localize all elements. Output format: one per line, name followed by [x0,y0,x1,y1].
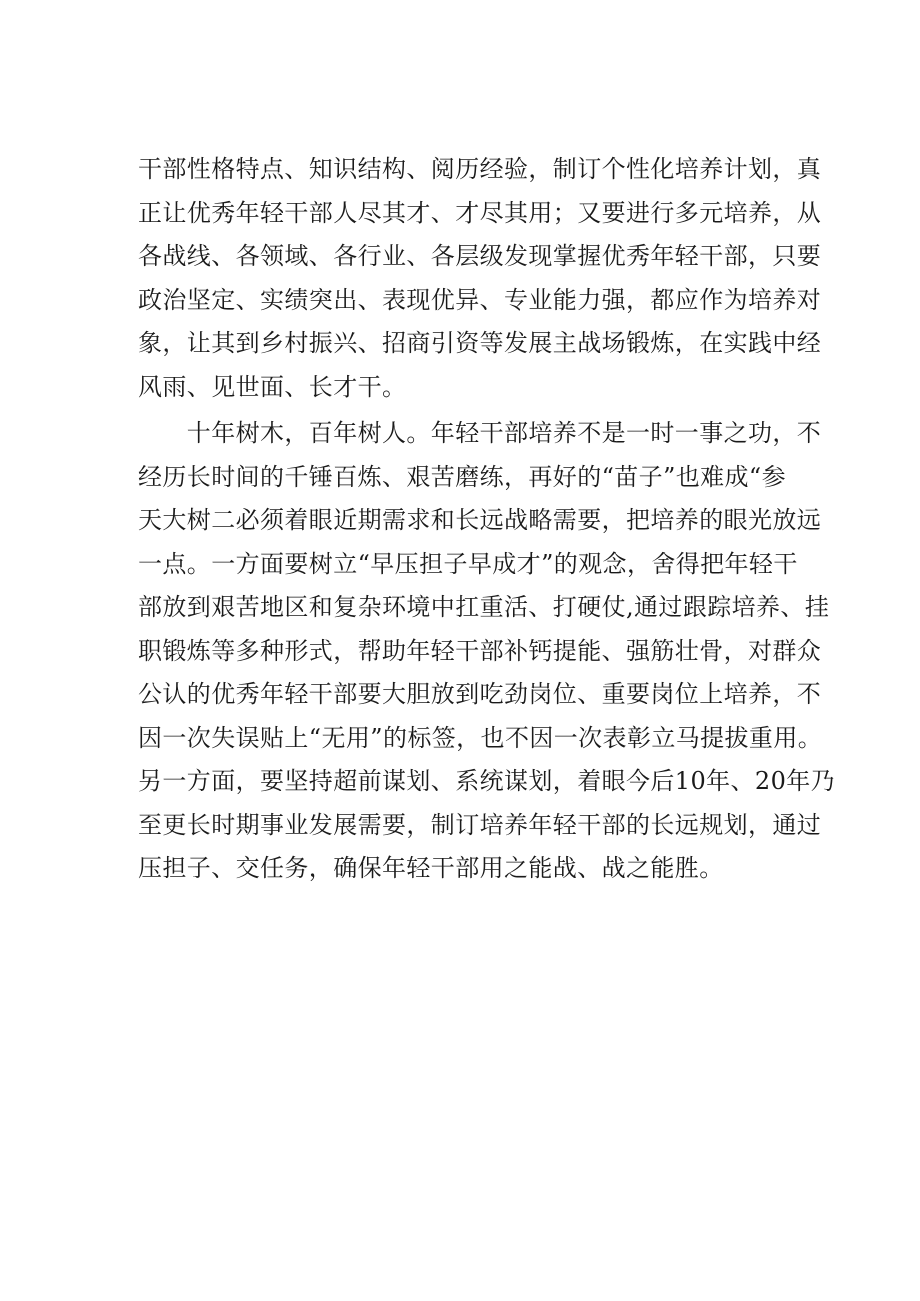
text-line: 天大树二必须着眼近期需求和长远战略需要，把培养的眼光放远 [138,506,822,534]
text-line: 另一方面，要坚持超前谋划、系统谋划，着眼今后10年、20年乃 [138,767,836,795]
text-line: 象，让其到乡村振兴、招商引资等发展主战场锻炼，在实践中经 [138,329,822,357]
document-body [138,148,836,891]
text-line: 政治坚定、实绩突出、表现优异、专业能力强，都应作为培养对 [138,285,822,314]
text-line: 一点。一方面要树立“早压担子早成才”的观念，舍得把年轻干 [138,549,798,578]
text-line: 各战线、各领域、各行业、各层级发现掌握优秀年轻干部，只要 [138,242,822,270]
text-line: 正让优秀年轻干部人尽其才、才尽其用；又要进行多元培养，从 [138,198,822,227]
text-line: 风雨、见世面、长才干。 [138,372,407,401]
text-line: 职锻炼等多种形式，帮助年轻干部补钙提能、强筋壮骨，对群众 [138,636,822,665]
text-line: 压担子、交任务，确保年轻干部用之能战、战之能胜。 [138,854,724,882]
text-line: 公认的优秀年轻干部要大胆放到吃劲岗位、重要岗位上培养，不 [138,680,822,708]
text-line: 至更长时期事业发展需要，制订培养年轻干部的长远规划，通过 [138,810,822,839]
text-line: 干部性格特点、知识结构、阅历经验，制订个性化培养计划，真 [138,155,822,183]
text-line: 十年树木，百年树人。年轻干部培养不是一时一事之功，不 [138,419,822,447]
text-line: 部放到艰苦地区和复杂环境中扛重活、打硬仗,通过跟踪培养、挂 [138,593,830,621]
text-line: 因一次失误贴上“无用”的标签，也不因一次表彰立马提拔重用。 [138,723,823,752]
text-line: 经历长时间的千锤百炼、艰苦磨练，再好的“苗子”也难成“参 [138,462,787,491]
